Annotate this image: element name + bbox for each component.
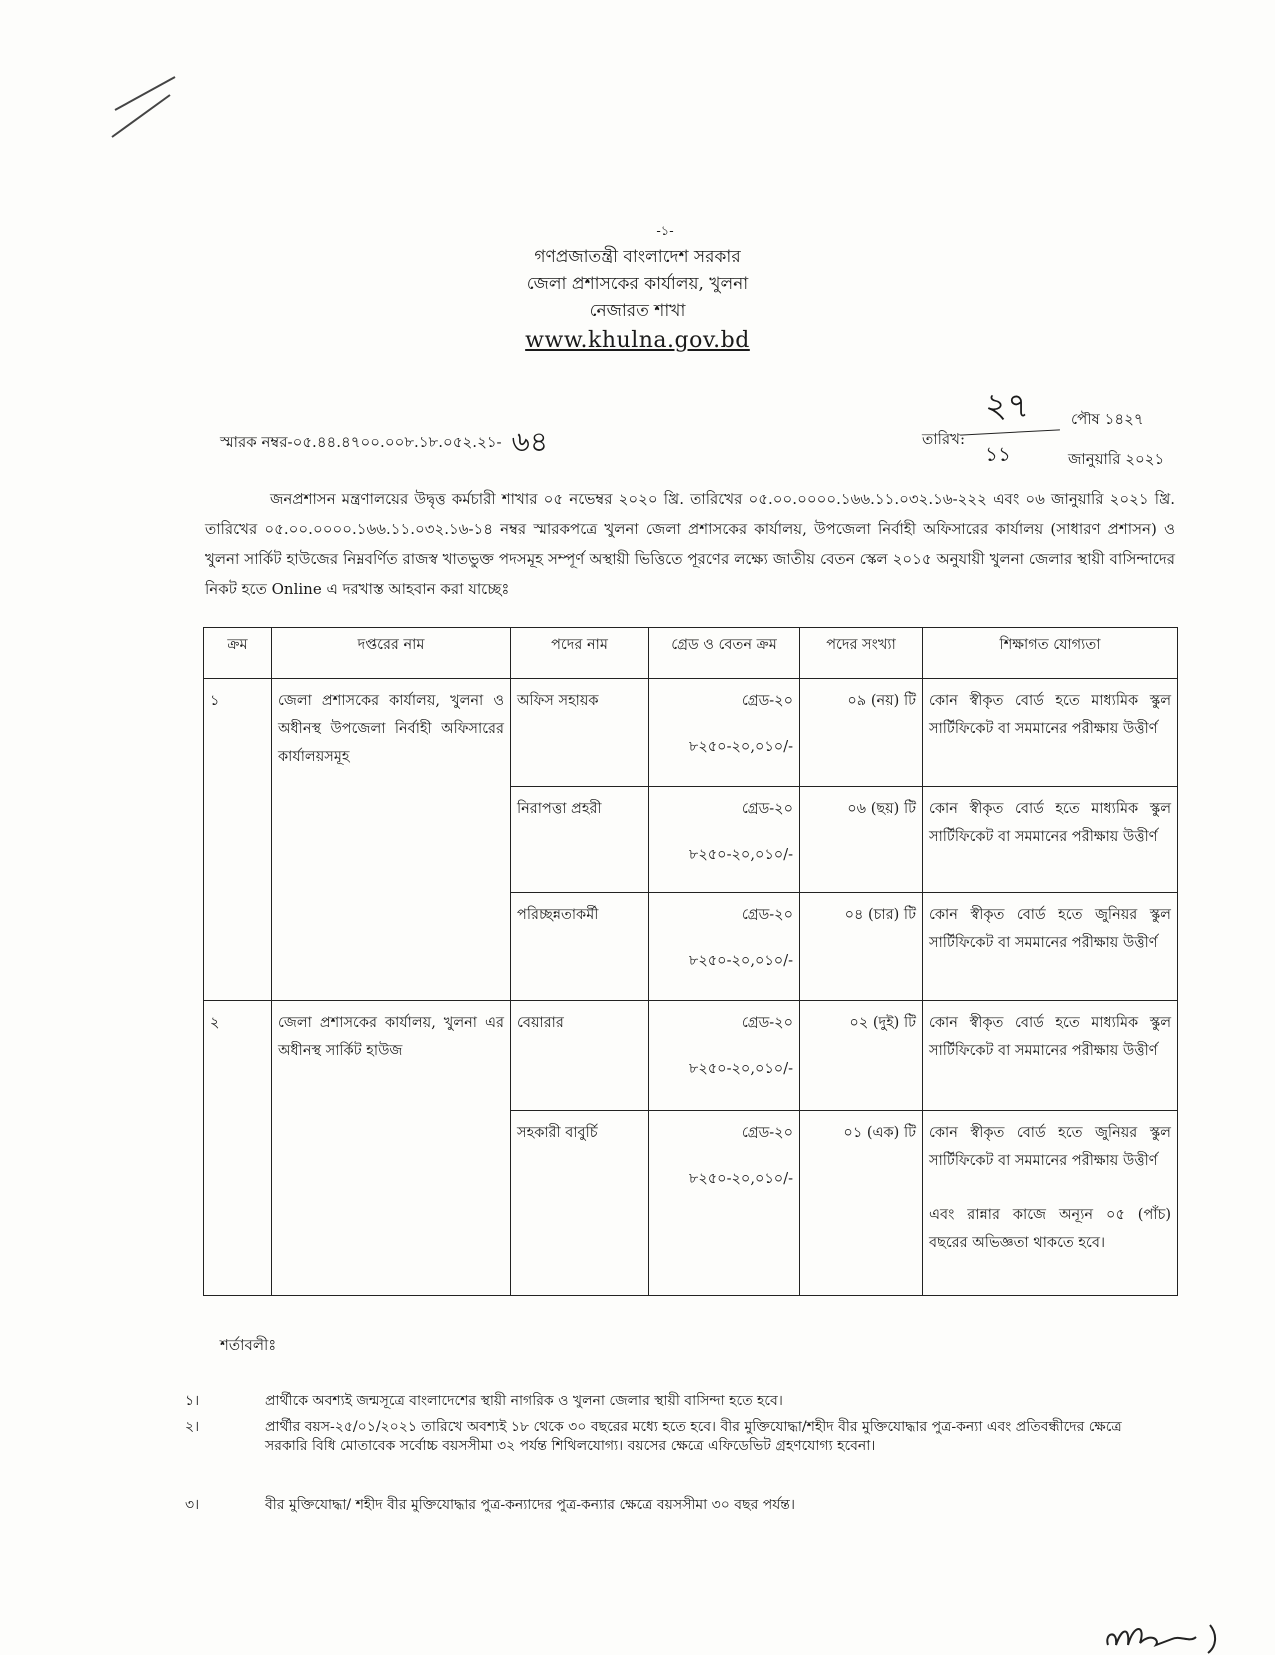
grade-text: গ্রেড-২০ (741, 693, 793, 709)
post-cell: পরিচ্ছন্নতাকর্মী (511, 893, 649, 1001)
grade-cell (649, 787, 800, 893)
term-item (185, 1418, 1165, 1456)
website-link[interactable]: www.khulna.gov.bd (525, 328, 750, 353)
post-cell: অফিস সহায়ক (511, 679, 649, 787)
term-text: প্রার্থীর বয়স-২৫/০১/২০২১ তারিখে অবশ্যই ১৮ থেকে ৩০ বছরের মধ্যে হতে হবে। বীর মুক্তিযোদ্ধা/শহীদ বীর মুক্তিযোদ্ধার পুত্র-কন্যা এবং প্রতিবন্ধীদের ক্ষেত্রে সরকারি বিধি মোতাবেক সর্বোচ্চ বয়সসীমা ৩২ পর্যন্ত শিথিলযোগ্য। বয়সের ক্ষেত্রে এফিডেভিট গ্রহণযোগ্য হবেনা। (265, 1419, 1122, 1454)
grade-text: গ্রেড-২০ (741, 1015, 793, 1031)
signature-mark (1100, 1615, 1270, 1655)
post-cell: সহকারী বাবুর্চি (511, 1111, 649, 1296)
grade-cell (649, 679, 800, 787)
count-cell: ০২ (দুই) টি (800, 1001, 923, 1111)
table-header-row (204, 628, 1178, 679)
office-cell: জেলা প্রশাসকের কার্যালয়, খুলনা এর অধীনস্থ সার্কিট হাউজ (272, 1001, 511, 1296)
memo-number (220, 420, 548, 467)
posts-table (203, 627, 1178, 1296)
grade-text: গ্রেড-২০ (741, 907, 793, 923)
term-number: ৩। (185, 1497, 200, 1513)
date-english-month: জানুয়ারি ২০২১ (1068, 450, 1165, 468)
pay-scale-text: ৮২৫০-২০,০১০/- (688, 953, 793, 969)
post-cell: নিরাপত্তা প্রহরী (511, 787, 649, 893)
section-name: নেজারত শাখা (589, 301, 686, 321)
count-cell: ০৪ (চার) টি (800, 893, 923, 1001)
term-item (185, 1392, 1165, 1411)
grade-cell (649, 893, 800, 1001)
header-count: পদের সংখ্যা (800, 628, 923, 679)
count-cell: ০৯ (নয়) টি (800, 679, 923, 787)
grade-text: গ্রেড-২০ (741, 1125, 793, 1141)
header-grade: গ্রেড ও বেতন ক্রম (649, 628, 800, 679)
term-item (185, 1496, 1165, 1515)
grade-cell (649, 1111, 800, 1296)
date-bangla-day: ২৭ (985, 386, 1030, 426)
date-label: তারিখ: (922, 430, 966, 448)
term-text: প্রার্থীকে অবশ্যই জন্মসূত্রে বাংলাদেশের স্থায়ী নাগরিক ও খুলনা জেলার স্থায়ী বাসিন্দা হতে হবে। (265, 1393, 783, 1409)
pay-scale-text: ৮২৫০-২০,০১০/- (688, 1171, 793, 1187)
qualification-cell: কোন স্বীকৃত বোর্ড হতে মাধ্যমিক স্কুল সার্টিফিকেট বা সমমানের পরীক্ষায় উত্তীর্ণ (923, 787, 1178, 893)
qualification-cell (923, 1111, 1178, 1296)
post-cell: বেয়ারার (511, 1001, 649, 1111)
serial-cell: ২ (204, 1001, 272, 1296)
header-serial: ক্রম (204, 628, 272, 679)
pay-scale-text: ৮২৫০-২০,০১০/- (688, 1061, 793, 1077)
grade-cell (649, 1001, 800, 1111)
table-row (204, 1001, 1178, 1111)
count-cell: ০১ (এক) টি (800, 1111, 923, 1296)
office-cell: জেলা প্রশাসকের কার্যালয়, খুলনা ও অধীনস্থ উপজেলা নির্বাহী অফিসারের কার্যালয়সমূহ (272, 679, 511, 1001)
qualification-text: কোন স্বীকৃত বোর্ড হতে জুনিয়র স্কুল সার্টিফিকেট বা সমমানের পরীক্ষায় উত্তীর্ণ (929, 1125, 1171, 1169)
pay-scale-text: ৮২৫০-২০,০১০/- (688, 847, 793, 863)
memo-number-text: স্মারক নম্বর-০৫.৪৪.৪৭০০.০০৮.১৮.০৫২.২১- (220, 433, 502, 451)
qualification-cell: কোন স্বীকৃত বোর্ড হতে জুনিয়র স্কুল সার্টিফিকেট বা সমমানের পরীক্ষায় উত্তীর্ণ (923, 893, 1178, 1001)
header-qualification: শিক্ষাগত যোগ্যতা (923, 628, 1178, 679)
terms-title: শর্তাবলীঃ (220, 1336, 277, 1354)
government-name: গণপ্রজাতন্ত্রী বাংলাদেশ সরকার (534, 247, 741, 267)
term-number: ২। (185, 1419, 200, 1435)
experience-note: এবং রান্নার কাজে অন্যূন ০৫ (পাঁচ) বছরের অভিজ্ঞতা থাকতে হবে। (929, 1207, 1171, 1251)
header-post: পদের নাম (511, 628, 649, 679)
term-number: ১। (185, 1393, 200, 1409)
date-english-day: ১১ (985, 442, 1011, 466)
date-bangla-month: পৌষ ১৪২৭ (1071, 410, 1144, 428)
count-cell: ০৬ (ছয়) টি (800, 787, 923, 893)
intro-paragraph: জনপ্রশাসন মন্ত্রণালয়ের উদ্বৃত্ত কর্মচারী শাখার ০৫ নভেম্বর ২০২০ খ্রি. তারিখের ০৫.০০.০০০০.১৬৬.১১.০৩২.১৬-২২২ এবং ০৬ জানুয়ারি ২০২১ খ্রি. তারিখের ০৫.০০.০০০০.১৬৬.১১.০৩২.১৬-১৪ নম্বর স্মারকপত্রে খুলনা জেলা প্রশাসকের কার্যালয়, উপজেলা নির্বাহী অফিসারের কার্যালয় (সাধারণ প্রশাসন) ও খুলনা সার্কিট হাউজের নিম্নবর্ণিত রাজস্ব খাতভুক্ত পদসমূহ সম্পূর্ণ অস্থায়ী ভিত্তিতে পূরণের লক্ষ্যে জাতীয় বেতন স্কেল ২০১৫ অনুযায়ী খুলনা জেলার স্থায়ী বাসিন্দাদের নিকট হতে Online এ দরখাস্ত আহবান করা যাচ্ছেঃ (205, 490, 1176, 598)
table-row (204, 679, 1178, 787)
pay-scale-text: ৮২৫০-২০,০১০/- (688, 739, 793, 755)
pen-mark (110, 75, 180, 145)
page-number: -১- (656, 224, 674, 239)
grade-text: গ্রেড-২০ (741, 801, 793, 817)
serial-cell: ১ (204, 679, 272, 1001)
memo-handwritten-number: ৬৪ (511, 425, 548, 458)
qualification-cell: কোন স্বীকৃত বোর্ড হতে মাধ্যমিক স্কুল সার্টিফিকেট বা সমমানের পরীক্ষায় উত্তীর্ণ (923, 1001, 1178, 1111)
office-name: জেলা প্রশাসকের কার্যালয়, খুলনা (526, 274, 749, 294)
term-text: বীর মুক্তিযোদ্ধা/ শহীদ বীর মুক্তিযোদ্ধার পুত্র-কন্যাদের পুত্র-কন্যার ক্ষেত্রে বয়সসীমা ৩০ বছর পর্যন্ত। (265, 1497, 795, 1513)
qualification-cell: কোন স্বীকৃত বোর্ড হতে মাধ্যমিক স্কুল সার্টিফিকেট বা সমমানের পরীক্ষায় উত্তীর্ণ (923, 679, 1178, 787)
header-office: দপ্তরের নাম (272, 628, 511, 679)
document-header (0, 244, 1275, 354)
